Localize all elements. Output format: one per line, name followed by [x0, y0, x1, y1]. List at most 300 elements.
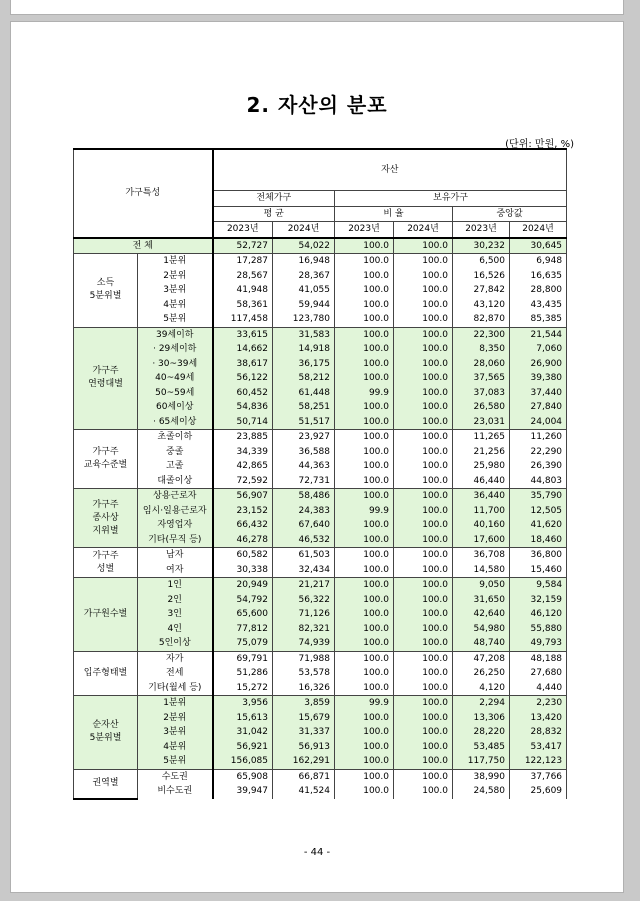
table-cell: 100.0 [394, 740, 453, 755]
row-label: 4분위 [138, 740, 213, 755]
table-cell: 6,948 [510, 254, 567, 269]
table-cell: 44,363 [273, 459, 335, 474]
row-label: 고졸 [138, 459, 213, 474]
table-cell: 100.0 [394, 622, 453, 637]
table-cell: 24,383 [273, 504, 335, 519]
table-cell: 100.0 [394, 342, 453, 357]
row-label: 60세이상 [138, 400, 213, 415]
table-cell: 26,250 [453, 666, 510, 681]
row-label: 2분위 [138, 269, 213, 284]
row-label: 여자 [138, 563, 213, 578]
table-cell: 100.0 [394, 386, 453, 401]
table-cell: 61,448 [273, 386, 335, 401]
row-label: 3인 [138, 607, 213, 622]
table-cell: 37,766 [510, 769, 567, 784]
table-cell: 37,565 [453, 371, 510, 386]
table-row [74, 518, 567, 533]
table-cell: 51,286 [213, 666, 273, 681]
table-row [74, 681, 567, 696]
row-label: 5인이상 [138, 636, 213, 651]
table-cell: 53,485 [453, 740, 510, 755]
table-cell: 100.0 [335, 636, 394, 651]
row-label: 자가 [138, 651, 213, 666]
table-cell: 100.0 [394, 563, 453, 578]
table-cell: 15,679 [273, 711, 335, 726]
header-year-2023: 2023년 [213, 222, 273, 238]
table-cell: 100.0 [394, 666, 453, 681]
table-cell: 56,122 [213, 371, 273, 386]
table-cell: 72,592 [213, 474, 273, 489]
row-label: 5분위 [138, 754, 213, 769]
table-cell: 100.0 [335, 548, 394, 563]
table-row [74, 622, 567, 637]
row-label: 1분위 [138, 696, 213, 711]
row-label: 4분위 [138, 298, 213, 313]
table-cell: 100.0 [394, 784, 453, 799]
table-cell: 4,120 [453, 681, 510, 696]
total-label: 전 체 [74, 238, 213, 254]
table-cell: 16,526 [453, 269, 510, 284]
table-cell: 26,580 [453, 400, 510, 415]
document-page [10, 21, 624, 893]
table-cell: 22,290 [510, 445, 567, 460]
table-cell: 13,306 [453, 711, 510, 726]
table-row [74, 386, 567, 401]
table-cell: 31,337 [273, 725, 335, 740]
table-cell: 25,609 [510, 784, 567, 799]
table-cell: 21,256 [453, 445, 510, 460]
table-cell: 11,700 [453, 504, 510, 519]
header-median: 중앙값 [453, 206, 567, 222]
table-row [74, 533, 567, 548]
table-cell: 100.0 [335, 430, 394, 445]
table-cell: 100.0 [394, 725, 453, 740]
table-cell: 100.0 [335, 371, 394, 386]
table-cell: 28,567 [213, 269, 273, 284]
table-cell: 100.0 [394, 415, 453, 430]
table-cell: 100.0 [335, 415, 394, 430]
header-row-label: 가구특성 [74, 149, 213, 238]
header-all-households: 전체가구 [213, 191, 335, 207]
table-cell: 100.0 [335, 254, 394, 269]
row-label: 비수도권 [138, 784, 213, 799]
table-cell: 46,440 [453, 474, 510, 489]
table-cell: 28,800 [510, 283, 567, 298]
table-cell: 11,265 [453, 430, 510, 445]
table-row [74, 784, 567, 799]
row-label: 2인 [138, 593, 213, 608]
group-label: 가구주 종사상 지위별 [74, 489, 138, 548]
table-row [74, 342, 567, 357]
table-cell: 39,380 [510, 371, 567, 386]
table-cell: 59,944 [273, 298, 335, 313]
group-label: 권역별 [74, 769, 138, 799]
table-cell: 36,440 [453, 489, 510, 504]
table-cell: 100.0 [394, 754, 453, 769]
table-cell: 9,584 [510, 578, 567, 593]
page-title: 2. 자산의 분포 [246, 93, 388, 117]
table-cell: 56,913 [273, 740, 335, 755]
row-label: 3분위 [138, 283, 213, 298]
table-cell: 117,750 [453, 754, 510, 769]
table-cell: 18,460 [510, 533, 567, 548]
table-row [74, 445, 567, 460]
table-cell: 40,160 [453, 518, 510, 533]
header-mean: 평 균 [213, 206, 335, 222]
table-cell: 74,939 [273, 636, 335, 651]
row-label: 39세이하 [138, 327, 213, 342]
header-year-2023: 2023년 [453, 222, 510, 238]
table-cell: 100.0 [335, 474, 394, 489]
table-row [74, 474, 567, 489]
header-year-2024: 2024년 [273, 222, 335, 238]
table-cell: 60,582 [213, 548, 273, 563]
table-cell: 36,175 [273, 357, 335, 372]
table-cell: 6,500 [453, 254, 510, 269]
table-cell: 65,600 [213, 607, 273, 622]
row-label: · 29세이하 [138, 342, 213, 357]
table-row [74, 711, 567, 726]
table-cell: 100.0 [335, 533, 394, 548]
table-cell: 41,948 [213, 283, 273, 298]
table-cell: 100.0 [335, 269, 394, 284]
table-cell: 100.0 [394, 696, 453, 711]
table-cell: 100.0 [394, 533, 453, 548]
table-cell: 100.0 [335, 342, 394, 357]
table-cell: 12,505 [510, 504, 567, 519]
table-cell: 56,907 [213, 489, 273, 504]
table-row [74, 504, 567, 519]
group-label: 가구주 성별 [74, 548, 138, 578]
page-number: - 44 - [303, 847, 331, 858]
table-cell: 46,532 [273, 533, 335, 548]
table-row [74, 593, 567, 608]
table-cell: 23,152 [213, 504, 273, 519]
table-cell: 100.0 [335, 607, 394, 622]
table-cell: 82,321 [273, 622, 335, 637]
table-cell: 27,840 [510, 400, 567, 415]
header-year-2024: 2024년 [394, 222, 453, 238]
table-cell: 100.0 [394, 430, 453, 445]
table-cell: 33,615 [213, 327, 273, 342]
row-label: 2분위 [138, 711, 213, 726]
table-cell: 56,921 [213, 740, 273, 755]
table-cell: 100.0 [394, 489, 453, 504]
table-cell: 66,432 [213, 518, 273, 533]
table-cell: 100.0 [335, 312, 394, 327]
row-label: 기타(월세 등) [138, 681, 213, 696]
table-cell: 24,580 [453, 784, 510, 799]
table-cell: 54,022 [273, 238, 335, 254]
table-cell: 17,287 [213, 254, 273, 269]
row-label: 대졸이상 [138, 474, 213, 489]
table-cell: 2,230 [510, 696, 567, 711]
table-row [74, 696, 567, 711]
table-cell: 100.0 [335, 769, 394, 784]
table-cell: 13,420 [510, 711, 567, 726]
table-cell: 36,800 [510, 548, 567, 563]
table-cell: 14,580 [453, 563, 510, 578]
table-cell: 41,055 [273, 283, 335, 298]
table-cell: 26,390 [510, 459, 567, 474]
table-cell: 100.0 [335, 754, 394, 769]
table-cell: 31,583 [273, 327, 335, 342]
table-cell: 100.0 [335, 445, 394, 460]
table-cell: 100.0 [335, 238, 394, 254]
table-cell: 61,503 [273, 548, 335, 563]
table-cell: 32,159 [510, 593, 567, 608]
row-label: 50~59세 [138, 386, 213, 401]
table-cell: 100.0 [394, 400, 453, 415]
table-cell: 30,645 [510, 238, 567, 254]
table-cell: 23,031 [453, 415, 510, 430]
row-label: 전세 [138, 666, 213, 681]
table-cell: 28,060 [453, 357, 510, 372]
table-row [74, 489, 567, 504]
header-year-2023: 2023년 [335, 222, 394, 238]
table-cell: 21,544 [510, 327, 567, 342]
row-label: · 30~39세 [138, 357, 213, 372]
table-cell: 100.0 [335, 298, 394, 313]
table-cell: 42,865 [213, 459, 273, 474]
table-cell: 100.0 [335, 400, 394, 415]
header-asset: 자산 [213, 149, 567, 191]
table-cell: 27,842 [453, 283, 510, 298]
table-row [74, 666, 567, 681]
row-label: 초졸이하 [138, 430, 213, 445]
table-cell: 99.9 [335, 386, 394, 401]
table-cell: 30,232 [453, 238, 510, 254]
table-row [74, 651, 567, 666]
row-label: 상용근로자 [138, 489, 213, 504]
table-row [74, 725, 567, 740]
table-cell: 100.0 [335, 489, 394, 504]
table-cell: 100.0 [394, 651, 453, 666]
table-cell: 34,339 [213, 445, 273, 460]
table-cell: 9,050 [453, 578, 510, 593]
table-row [74, 283, 567, 298]
table-cell: 27,680 [510, 666, 567, 681]
table-cell: 60,452 [213, 386, 273, 401]
table-cell: 100.0 [335, 725, 394, 740]
table-cell: 100.0 [335, 357, 394, 372]
table-row [74, 415, 567, 430]
table-cell: 54,792 [213, 593, 273, 608]
row-label: 3분위 [138, 725, 213, 740]
table-row [74, 430, 567, 445]
table-cell: 38,617 [213, 357, 273, 372]
table-cell: 58,251 [273, 400, 335, 415]
row-label: 자영업자 [138, 518, 213, 533]
table-cell: 22,300 [453, 327, 510, 342]
table-cell: 15,272 [213, 681, 273, 696]
table-cell: 15,613 [213, 711, 273, 726]
table-cell: 35,790 [510, 489, 567, 504]
table-cell: 100.0 [394, 238, 453, 254]
table-cell: 15,460 [510, 563, 567, 578]
table-cell: 71,126 [273, 607, 335, 622]
table-cell: 53,578 [273, 666, 335, 681]
table-cell: 47,208 [453, 651, 510, 666]
table-cell: 100.0 [394, 504, 453, 519]
table-cell: 2,294 [453, 696, 510, 711]
table-row [74, 327, 567, 342]
table-row [74, 754, 567, 769]
table-cell: 100.0 [335, 666, 394, 681]
table-cell: 100.0 [394, 593, 453, 608]
table-header [74, 149, 567, 238]
table-cell: 100.0 [335, 518, 394, 533]
table-cell: 14,918 [273, 342, 335, 357]
table-cell: 100.0 [394, 578, 453, 593]
table-cell: 46,120 [510, 607, 567, 622]
table-cell: 100.0 [394, 636, 453, 651]
asset-distribution-table [73, 148, 567, 800]
table-cell: 44,803 [510, 474, 567, 489]
table-row [74, 254, 567, 269]
table-cell: 100.0 [335, 681, 394, 696]
table-cell: 25,980 [453, 459, 510, 474]
table-cell: 53,417 [510, 740, 567, 755]
table-row [74, 578, 567, 593]
header-ratio: 비 율 [335, 206, 453, 222]
table-cell: 36,708 [453, 548, 510, 563]
table-cell: 24,004 [510, 415, 567, 430]
table-cell: 46,278 [213, 533, 273, 548]
table-cell: 36,588 [273, 445, 335, 460]
table-cell: 49,793 [510, 636, 567, 651]
table-cell: 100.0 [394, 254, 453, 269]
table-row [74, 298, 567, 313]
table-cell: 71,988 [273, 651, 335, 666]
table-cell: 41,524 [273, 784, 335, 799]
table-cell: 100.0 [335, 327, 394, 342]
table-row [74, 459, 567, 474]
table-cell: 41,620 [510, 518, 567, 533]
table-cell: 100.0 [394, 681, 453, 696]
table-row [74, 636, 567, 651]
row-label: 1인 [138, 578, 213, 593]
row-label: 임시·일용근로자 [138, 504, 213, 519]
table-cell: 17,600 [453, 533, 510, 548]
table-body [74, 238, 567, 799]
table-cell: 100.0 [335, 651, 394, 666]
table-cell: 48,740 [453, 636, 510, 651]
table-row-total [74, 238, 567, 254]
table-cell: 23,885 [213, 430, 273, 445]
table-cell: 7,060 [510, 342, 567, 357]
table-cell: 100.0 [335, 740, 394, 755]
table-cell: 100.0 [335, 784, 394, 799]
header-owning-households: 보유가구 [335, 191, 567, 207]
table-row [74, 769, 567, 784]
row-label: · 65세이상 [138, 415, 213, 430]
table-cell: 31,042 [213, 725, 273, 740]
group-label: 가구원수별 [74, 578, 138, 652]
table-cell: 100.0 [394, 711, 453, 726]
table-cell: 54,836 [213, 400, 273, 415]
table-cell: 82,870 [453, 312, 510, 327]
table-cell: 38,990 [453, 769, 510, 784]
table-cell: 100.0 [394, 445, 453, 460]
table-cell: 100.0 [394, 474, 453, 489]
table-cell: 100.0 [394, 269, 453, 284]
table-cell: 100.0 [394, 769, 453, 784]
table-cell: 43,120 [453, 298, 510, 313]
table-cell: 100.0 [394, 357, 453, 372]
table-cell: 162,291 [273, 754, 335, 769]
table-cell: 8,350 [453, 342, 510, 357]
table-cell: 3,859 [273, 696, 335, 711]
row-label: 기타(무직 등) [138, 533, 213, 548]
table-cell: 100.0 [394, 283, 453, 298]
table-cell: 75,079 [213, 636, 273, 651]
row-label: 남자 [138, 548, 213, 563]
row-label: 수도권 [138, 769, 213, 784]
row-label: 중졸 [138, 445, 213, 460]
table-cell: 28,220 [453, 725, 510, 740]
table-cell: 85,385 [510, 312, 567, 327]
table-cell: 100.0 [335, 283, 394, 298]
table-cell: 14,662 [213, 342, 273, 357]
table-cell: 58,212 [273, 371, 335, 386]
table-cell: 99.9 [335, 504, 394, 519]
row-label: 5분위 [138, 312, 213, 327]
group-label: 가구주 연령대별 [74, 327, 138, 430]
table-cell: 23,927 [273, 430, 335, 445]
table-cell: 3,956 [213, 696, 273, 711]
table-cell: 32,434 [273, 563, 335, 578]
table-cell: 100.0 [335, 459, 394, 474]
group-label: 소득 5분위별 [74, 254, 138, 328]
table-cell: 100.0 [394, 298, 453, 313]
table-cell: 72,731 [273, 474, 335, 489]
table-cell: 4,440 [510, 681, 567, 696]
table-cell: 100.0 [394, 312, 453, 327]
table-row [74, 563, 567, 578]
table-cell: 65,908 [213, 769, 273, 784]
table-row [74, 312, 567, 327]
table-row [74, 607, 567, 622]
table-cell: 100.0 [394, 518, 453, 533]
table-cell: 43,435 [510, 298, 567, 313]
table-cell: 69,791 [213, 651, 273, 666]
table-cell: 52,727 [213, 238, 273, 254]
table-cell: 16,948 [273, 254, 335, 269]
table-cell: 50,714 [213, 415, 273, 430]
table-cell: 77,812 [213, 622, 273, 637]
table-cell: 42,640 [453, 607, 510, 622]
table-cell: 16,635 [510, 269, 567, 284]
table-cell: 28,367 [273, 269, 335, 284]
table-cell: 16,326 [273, 681, 335, 696]
table-row [74, 357, 567, 372]
table-cell: 11,260 [510, 430, 567, 445]
table-cell: 67,640 [273, 518, 335, 533]
table-row [74, 269, 567, 284]
table-cell: 30,338 [213, 563, 273, 578]
table-cell: 123,780 [273, 312, 335, 327]
table-cell: 20,949 [213, 578, 273, 593]
table-cell: 100.0 [394, 371, 453, 386]
row-label: 4인 [138, 622, 213, 637]
table-cell: 100.0 [335, 563, 394, 578]
table-cell: 55,880 [510, 622, 567, 637]
group-label: 순자산 5분위별 [74, 696, 138, 770]
table-cell: 37,440 [510, 386, 567, 401]
table-cell: 100.0 [394, 459, 453, 474]
table-cell: 100.0 [335, 593, 394, 608]
